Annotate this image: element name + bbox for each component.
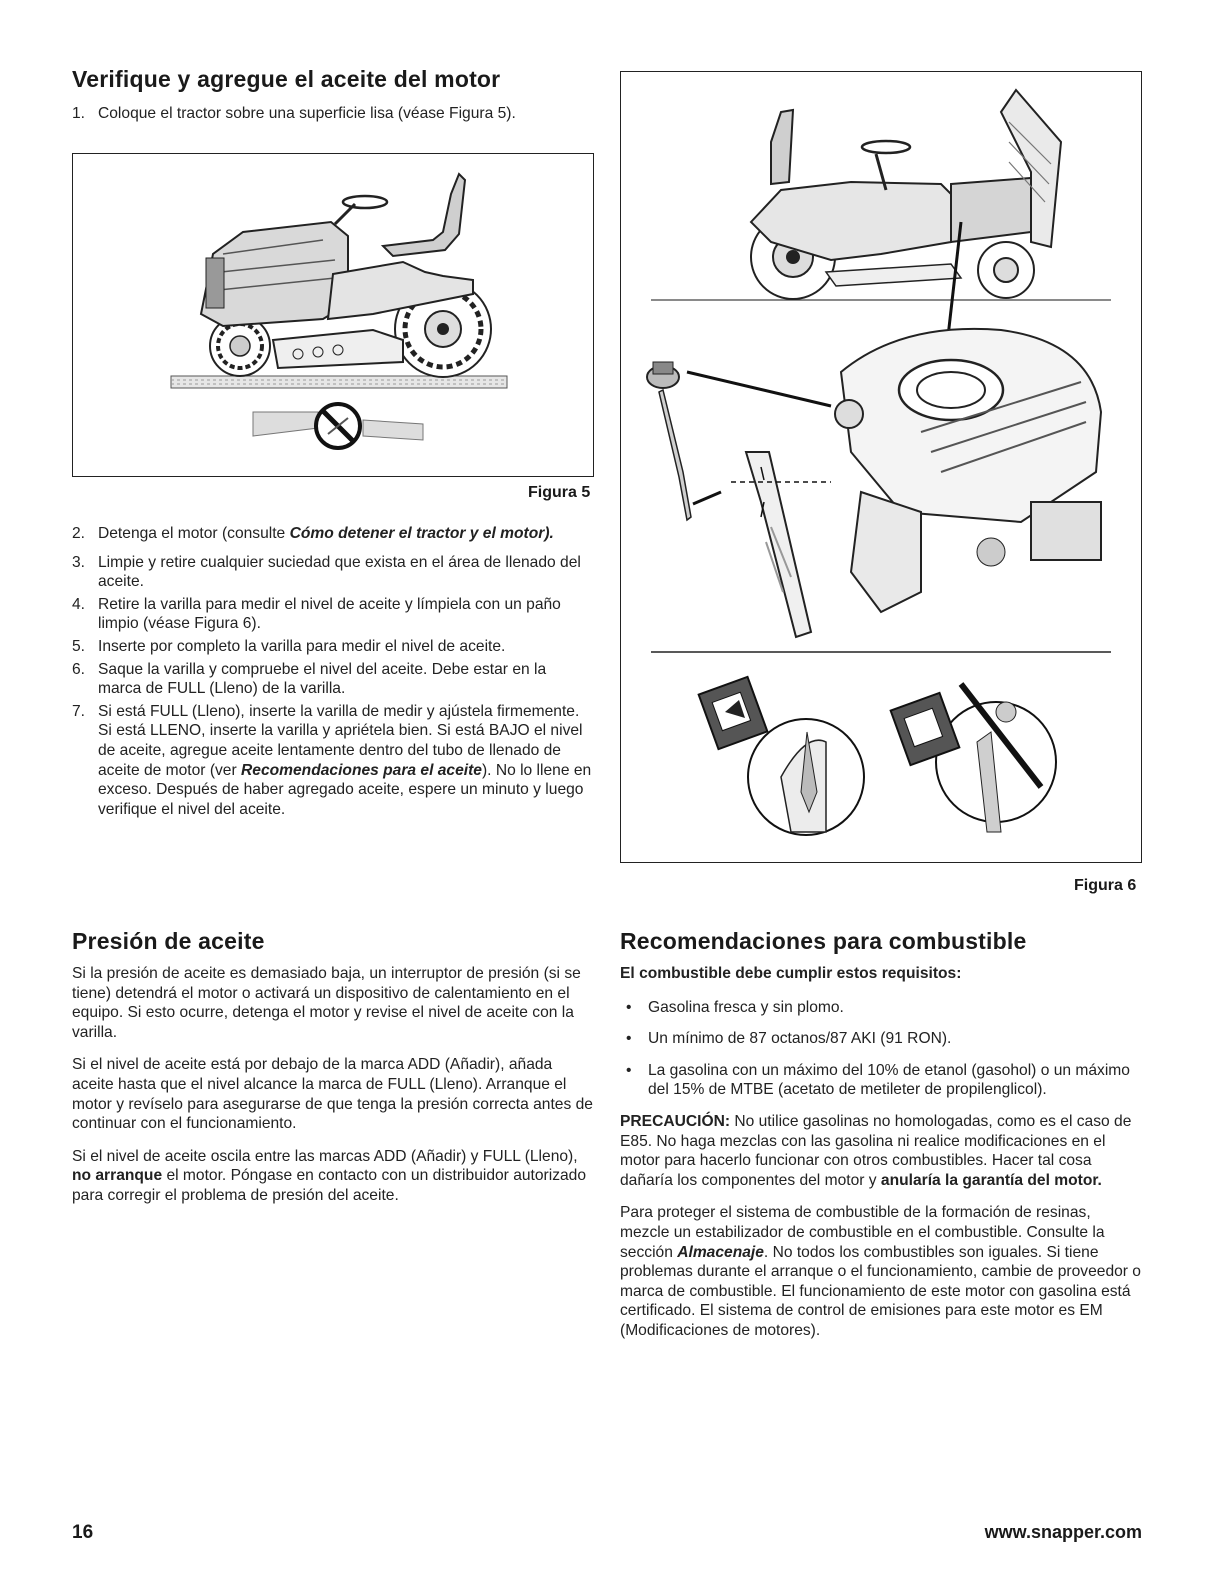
- list-item: [72, 595, 592, 634]
- text-span: Si el nivel de aceite oscila entre las marcas ADD (Añadir) y FULL (Lleno),: [72, 1147, 578, 1165]
- fuel-recommendations-body: [620, 964, 1144, 1354]
- list-item: [72, 637, 592, 657]
- step-text: Detenga el motor (consulte: [98, 525, 290, 542]
- figure-5-frame: [72, 153, 594, 477]
- step-number: 2.: [72, 525, 86, 542]
- dipstick-check-illustration: [621, 72, 1141, 862]
- website-link[interactable]: www.snapper.com: [984, 1522, 1142, 1542]
- section-title-check-oil: Verifique y agregue el aceite del motor: [72, 66, 501, 92]
- list-item: [72, 702, 592, 820]
- list-item: [72, 553, 592, 592]
- text-span: el motor. Póngase en contacto con un distribuidor autorizado para corregir el problema de presión del aceite.: [72, 1167, 587, 1204]
- warranty-warning: anularía la garantía del motor.: [880, 1171, 1102, 1189]
- caution-paragraph: [620, 1112, 1144, 1190]
- list-item: • Un mínimo de 87 octanos/87 AKI (91 RON).: [626, 1030, 952, 1048]
- step-text-tail: ). No lo llene en exceso. Después de haber agregado aceite, espere un minuto y luego verifique el nivel del aceite.: [98, 761, 592, 818]
- fuel-requirements-heading: El combustible debe cumplir estos requisitos:: [620, 965, 962, 982]
- figure-5-caption: Figura 5: [528, 484, 591, 501]
- step-text-continued: Si está LLENO, inserte la varilla y apriétela bien. Si está BAJO el nivel de aceite, agregue aceite lentamente dentro del tubo de llenado de aceite de motor (ver: [98, 722, 583, 779]
- text-span: Para proteger el sistema de combustible de la formación de resinas, mezcle un estabilizador de combustible en el combustible. Consulte la sección: [620, 1204, 1105, 1261]
- step-number: 7.: [72, 702, 86, 720]
- list-item: • La gasolina con un máximo del 10% de etanol (gasohol) o un máximo del 15% de MTBE (acetato de metileter de propilenglicol).: [626, 1061, 1130, 1099]
- step-text: Saque la varilla y compruebe el nivel del aceite. Debe estar en la marca de FULL (Lleno) de la varilla.: [98, 660, 547, 698]
- step-text: Coloque el tractor sobre una superficie lisa (véase Figura 5).: [98, 105, 516, 122]
- step-number: 5.: [72, 637, 86, 655]
- text-span: No utilice gasolinas no homologadas, como es el caso de E85. No haga mezclas con las gasolina ni realice modificaciones en el motor para hacerlo funcionar con otros combustibles. Hacer tal cosa dañaría los componentes del motor y: [620, 1112, 1132, 1189]
- step-reference: Recomendaciones para el aceite: [241, 761, 482, 779]
- paragraph: Si el nivel de aceite está por debajo de la marca ADD (Añadir), añada aceite hasta que el nivel alcance la marca de FULL (Lleno). Arranque el motor y revíselo para asegurarse de que tenga la presión correcta antes de continuar con el funcionamiento.: [72, 1056, 593, 1133]
- list-item: • Gasolina fresca y sin plomo.: [626, 998, 844, 1016]
- step-reference: Cómo detener el tractor y el motor).: [289, 525, 554, 542]
- step-number: 1.: [72, 105, 86, 122]
- paragraph: [620, 1203, 1144, 1340]
- section-reference: Almacenaje: [677, 1243, 764, 1261]
- caution-label: PRECAUCIÓN:: [620, 1112, 731, 1130]
- text-span: . No todos los combustibles son iguales. Si tiene problemas durante el arranque o el funcionamiento, cambie de proveedor o marca de combustible. El funcionamiento de este motor con gasolina está certificado. El sistema de control de emisiones para este motor es EM (Modificaciones de motores).: [620, 1243, 1141, 1339]
- step-list-bottom: [72, 524, 592, 822]
- tractor-on-flat-surface-illustration: [73, 154, 593, 476]
- list-item: [72, 104, 592, 124]
- section-title-oil-pressure: Presión de aceite: [72, 928, 265, 954]
- paragraph: Si la presión de aceite es demasiado baja, un interruptor de presión (si se tiene) detendrá el motor o activará un dispositivo de calentamiento en el equipo. Si esto ocurre, detenga el motor y revise el nivel de aceite con la varilla.: [72, 965, 581, 1041]
- oil-pressure-body: [72, 964, 594, 1219]
- figure-6-frame: [620, 71, 1142, 863]
- list-item: [72, 524, 592, 544]
- step-number: 3.: [72, 553, 86, 571]
- step-number: 4.: [72, 595, 86, 613]
- section-title-fuel-recommendations: Recomendaciones para combustible: [620, 928, 1027, 954]
- bullet-text: Un mínimo de 87 octanos/87 AKI (91 RON).: [648, 1030, 952, 1048]
- list-item: [72, 660, 592, 699]
- step-text: Inserte por completo la varilla para medir el nivel de aceite.: [98, 637, 506, 655]
- paragraph: [72, 1147, 594, 1206]
- step-text: Retire la varilla para medir el nivel de aceite y límpiela con un paño limpio (véase Figura 6).: [98, 595, 561, 633]
- warning-emphasis: no arranque: [72, 1167, 163, 1185]
- step-text: Si está FULL (Lleno), inserte la varilla de medir y ajústela firmemente.: [98, 702, 580, 720]
- step-list-top: [72, 104, 592, 127]
- figure-6-caption: Figura 6: [1074, 877, 1137, 894]
- bullet-text: Gasolina fresca y sin plomo.: [648, 998, 844, 1016]
- page-number: 16: [72, 1522, 94, 1543]
- step-text: Limpie y retire cualquier suciedad que exista en el área de llenado del aceite.: [98, 553, 581, 591]
- step-number: 6.: [72, 660, 86, 678]
- bullet-text: La gasolina con un máximo del 10% de etanol (gasohol) o un máximo del 15% de MTBE (acetato de metileter de propilenglicol).: [648, 1061, 1130, 1099]
